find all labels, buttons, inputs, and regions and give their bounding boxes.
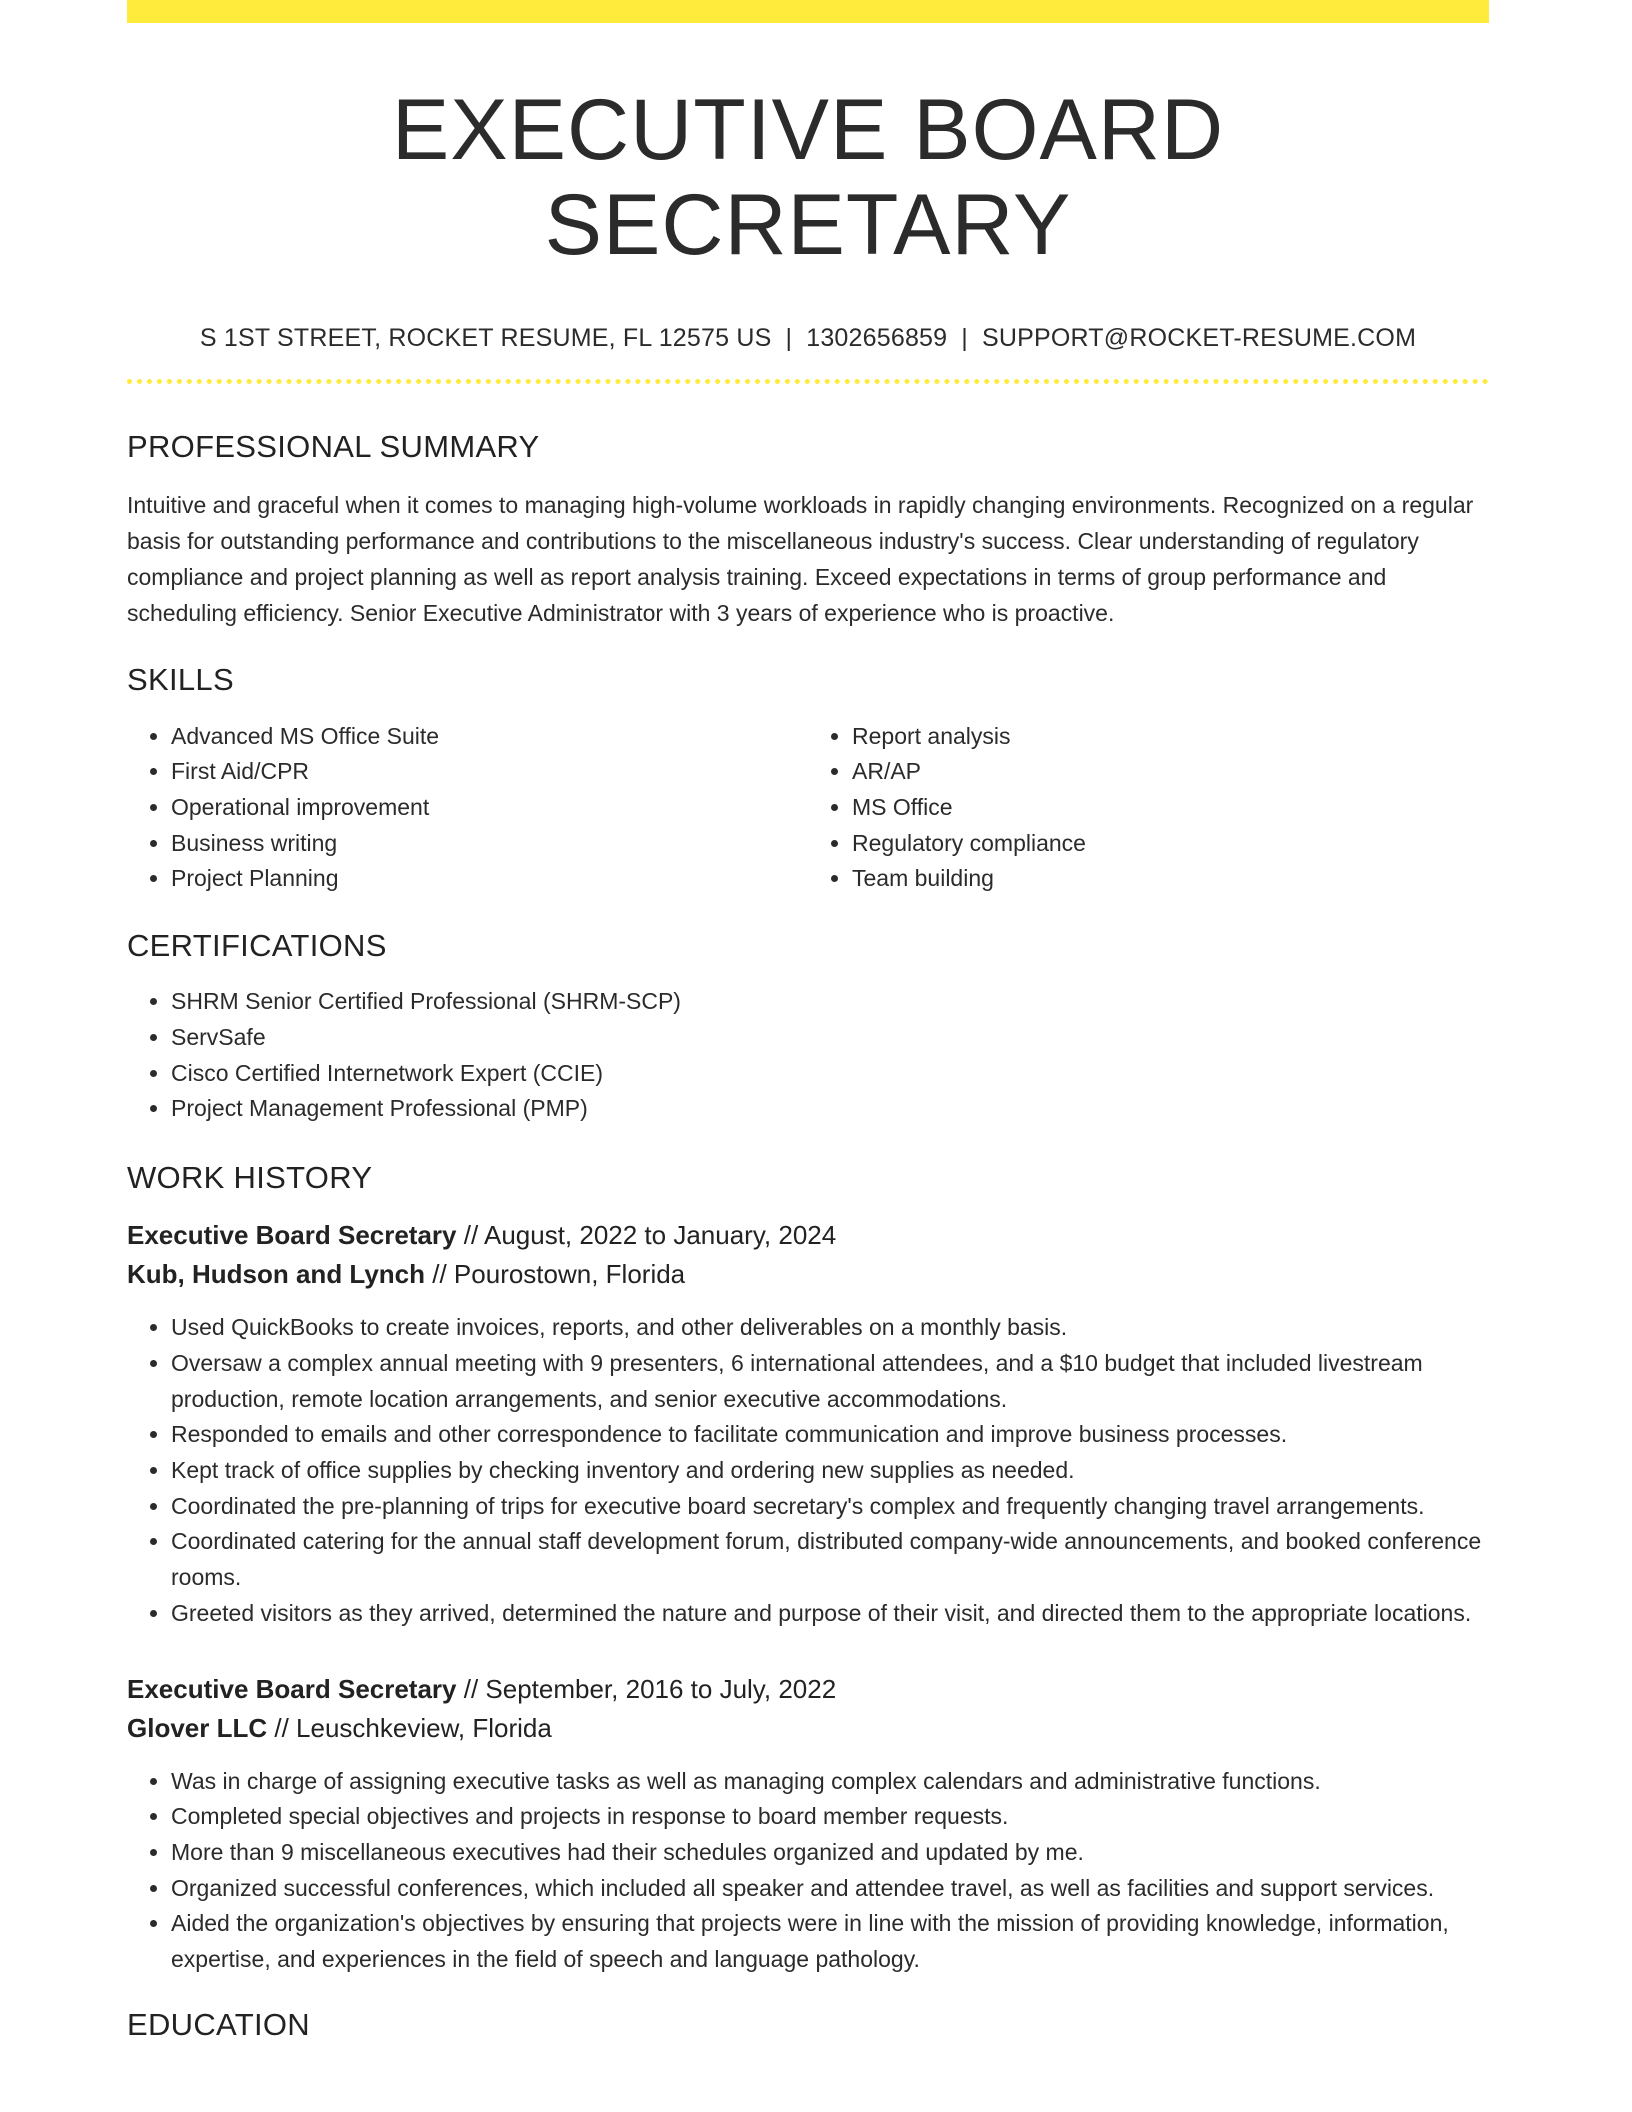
skill-item: • Advanced MS Office Suite [171,719,808,755]
contact-separator: | [961,324,968,353]
job-dates: // August, 2022 to January, 2024 [456,1220,837,1251]
job-bullet: • Oversaw a complex annual meeting with 9 presenters, 6 international attendees, and a $10 budget that included livestream production, remote location arrangements, and senior executive accommodations. [171,1346,1489,1417]
job-company: Glover LLC [127,1712,268,1743]
skill-item: • Report analysis [852,719,1489,755]
job-company: Kub, Hudson and Lynch [127,1259,426,1290]
dotted-divider [127,379,1489,384]
skills-heading: SKILLS [127,662,234,698]
summary-text: Intuitive and graceful when it comes to managing high-volume workloads in rapidly changing environments. Recognized on a regular basis for outstanding performance and contributions to the miscellaneous industry's success. Clear understanding of regulatory compliance and project planning as well as report analysis training. Exceed expectations in terms of group performance and scheduling efficiency. Senior Executive Administrator with 3 years of experience who is proactive. [127,492,1474,627]
resume-page [127,0,1489,2043]
job-bullet: • Used QuickBooks to create invoices, reports, and other deliverables on a monthly basis. [171,1310,1489,1346]
job-bullet: • Kept track of office supplies by checking inventory and ordering new supplies as needed. [171,1453,1489,1489]
contact-separator: | [785,324,793,353]
job-title: Executive Board Secretary [127,1673,457,1704]
job-bullet: • Organized successful conferences, which included all speaker and attendee travel, as well as facilities and support services. [171,1871,1489,1907]
job-bullet: • Coordinated catering for the annual staff development forum, distributed company-wide announcements, and booked conference rooms. [171,1524,1489,1595]
job-location: // Leuschkeview, Florida [267,1712,552,1743]
skill-item: • Regulatory compliance [852,826,1489,862]
certification-item: • SHRM Senior Certified Professional (SHRM-SCP) [171,984,1489,1020]
work-history-heading: WORK HISTORY [127,1160,373,1196]
job-bullet: • Completed special objectives and projects in response to board member requests. [171,1799,1489,1835]
job-header [127,1670,1489,1748]
skill-item: • First Aid/CPR [171,754,808,790]
job-entry [127,1216,1489,1631]
job-bullet: • Aided the organization's objectives by ensuring that projects were in line with the mission of providing knowledge, information, expertise, and experiences in the field of speech and language pathology. [171,1906,1489,1977]
top-accent-bar [127,0,1489,23]
education-heading: EDUCATION [127,2006,310,2042]
certifications-heading: CERTIFICATIONS [127,928,387,964]
certification-item: • ServSafe [171,1020,1489,1056]
job-bullet: • More than 9 miscellaneous executives had their schedules organized and updated by me. [171,1835,1489,1871]
job-bullets [127,1310,1489,1631]
job-bullets [127,1764,1489,1978]
certifications-list [127,984,1489,1127]
job-bullet: • Was in charge of assigning executive tasks as well as managing complex calendars and administrative functions. [171,1764,1489,1800]
job-location: // Pourostown, Florida [425,1259,686,1290]
job-bullet: • Responded to emails and other correspondence to facilitate communication and improve business processes. [171,1417,1489,1453]
summary-heading: PROFESSIONAL SUMMARY [127,429,540,465]
job-header [127,1216,1489,1294]
job-dates: // September, 2016 to July, 2022 [456,1673,837,1704]
resume-name: EXECUTIVE BOARD SECRETARY [391,82,1225,273]
certification-item: • Project Management Professional (PMP) [171,1091,1489,1127]
skill-item: • AR/AP [852,754,1489,790]
certification-item: • Cisco Certified Internetwork Expert (CCIE) [171,1056,1489,1092]
job-entry [127,1670,1489,1978]
skill-item: • Team building [852,861,1489,897]
skill-item: • Project Planning [171,861,808,897]
skills-list [127,719,1489,898]
contact-email[interactable]: SUPPORT@ROCKET-RESUME.COM [981,324,1417,353]
contact-phone: 1302656859 [806,324,948,353]
job-bullet: • Coordinated the pre-planning of trips for executive board secretary's complex and frequently changing travel arrangements. [171,1489,1489,1525]
skill-item: • Business writing [171,826,808,862]
job-bullet: • Greeted visitors as they arrived, determined the nature and purpose of their visit, and directed them to the appropriate locations. [171,1596,1489,1632]
skills-column-right [808,719,1489,898]
skill-item: • MS Office [852,790,1489,826]
job-title: Executive Board Secretary [127,1220,457,1251]
contact-address: S 1ST STREET, ROCKET RESUME, FL 12575 US [199,324,772,353]
skill-item: • Operational improvement [171,790,808,826]
contact-line [127,324,1489,353]
skills-column-left [127,719,808,898]
